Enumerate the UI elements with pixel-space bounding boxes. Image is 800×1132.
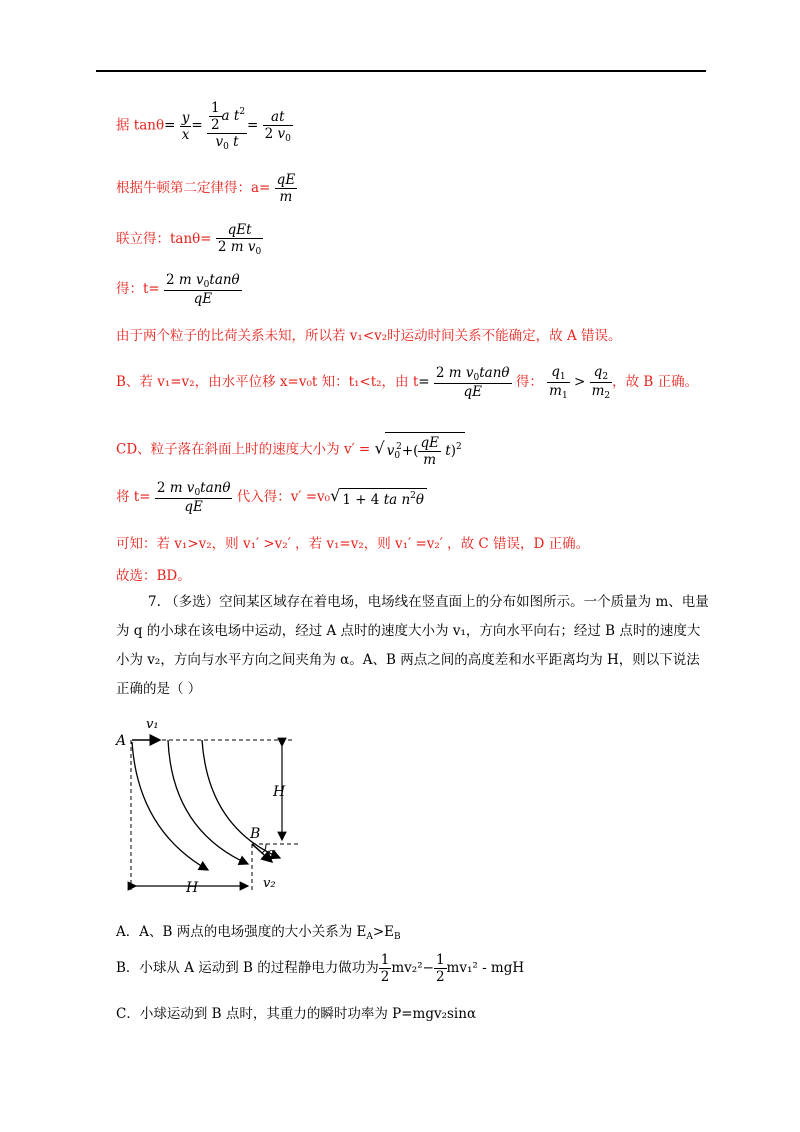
- option-c: C．小球运动到 B 点时，其重力的瞬时功率为 P=mgv₂sinα: [116, 1006, 477, 1022]
- fraction-qEt: $\frac{\text{qEt}}{2 m v_0}$: [217, 222, 262, 257]
- option-b-label: B．小球从 A 运动到 B 的过程静电力做功为: [116, 960, 379, 976]
- electric-field-figure: [110, 712, 320, 902]
- fraction-q1-m1: $\frac{q_1}{m_1}$: [549, 364, 568, 401]
- velocity-label: CD、粒子落在斜面上时的速度大小为 v′ =: [116, 441, 371, 458]
- option-a-sub1: A: [366, 932, 373, 942]
- sqrt-tan: 1 + 4 ta $n^2\theta$: [340, 488, 427, 508]
- fraction-q2-m2: $\frac{q_2}{m_2}$: [591, 364, 611, 401]
- solution-line-10: 故选：BD。: [116, 568, 191, 584]
- fraction-at-over-2v0: $\frac{at}{2 v_0}$: [264, 108, 291, 144]
- option-a-mid: >E: [372, 924, 395, 940]
- solution-line-3: [116, 222, 263, 257]
- header-rule: [96, 70, 706, 72]
- field-line-2: [168, 740, 248, 864]
- option-a-sub2: B: [394, 932, 401, 942]
- combine-label: 联立得：tanθ=: [116, 231, 212, 247]
- option-b-text-a: B、若 v₁=v₂，由水平位移 x=v₀t 知：t₁<t₂，由 t: [116, 374, 419, 390]
- label-h-vertical: H: [273, 784, 286, 800]
- label-v1: v₁: [146, 717, 159, 732]
- fraction-half-1: $\frac{1}{2}$: [380, 952, 390, 985]
- label-b: B: [250, 826, 261, 842]
- substitute-label: 将 t=: [116, 489, 151, 505]
- option-b-text-b: 得：: [515, 374, 543, 390]
- question-7-text: 7. （多选）空间某区域存在着电场，电场线在竖直面上的分布如图所示。一个质量为 m、电量为 q 的小球在该电场中运动，经过 A 点时的速度大小为 v₁，方向水平向右；经过 B 点时的速度大小为 v₂，方向与水平方向之间夹角为 α。A、B 两点之间的高度差和水平距离均为 H，则以下说法正确的是（ ）: [116, 594, 709, 697]
- option-b-text-c: ，故 B 正确。: [612, 374, 699, 390]
- option-b-mid: mv₂²−: [391, 960, 434, 976]
- solution-line-4: [116, 272, 242, 307]
- solution-line-5: 由于两个粒子的比荷关系未知，所以若 v₁<v₂时运动时间关系不能确定，故 A 错误。: [116, 328, 622, 344]
- t-label: 得：t=: [116, 281, 160, 297]
- label-v2: v₂: [263, 876, 276, 891]
- sqrt-velocity: $v_0^2+$( $\frac{qE}{m}$ t)$^2$: [385, 432, 465, 468]
- newton-label: 根据牛顿第二定律得：a=: [116, 180, 271, 196]
- label-a: A: [116, 733, 127, 749]
- fraction-t-expression-2: $\frac{2 m v_0\tan\theta}{qE}$: [435, 365, 510, 400]
- option-b: [116, 952, 524, 985]
- option-a: [116, 920, 401, 942]
- solution-line-7: CD、粒子落在斜面上时的速度大小为 v′ = √ $v_0^2+$( $\frac{qE}{m}$ t)$^2$: [116, 432, 465, 468]
- solution-line-8: 将 t= $\frac{2 m v_0\tan\theta}{qE}$ 代入得：v′ =v₀√ 1 + 4 ta $n^2\theta$: [116, 480, 427, 515]
- substitute-result: 代入得：v′ =v₀: [236, 489, 331, 505]
- label-alpha: α: [267, 846, 276, 861]
- fraction-qE-over-m: $\frac{qE}{m}$: [276, 172, 296, 205]
- fraction-t-expression: $\frac{2 m v_0\tan\theta}{qE}$: [166, 272, 240, 307]
- field-line-3: [202, 740, 280, 858]
- fraction-half-at2: $\frac{1}{2}$ a $t^2$ $v_0$ t: [207, 100, 247, 152]
- option-a-text: A．A、B 两点的电场强度的大小关系为 E: [116, 924, 367, 940]
- solution-line-1: 据 tanθ= $\frac{y}{x}$ = $\frac{1}{2}$ a $t^2$ $v_0$ t = $\frac{at}{2 v_0}$: [116, 100, 291, 152]
- label-h-horizontal: H: [186, 880, 199, 896]
- tan-label: 据 tanθ: [116, 117, 165, 134]
- fraction-y-over-x: $\frac{y}{x}$: [181, 109, 190, 143]
- solution-line-9: 可知：若 v₁>v₂，则 v₁′ >v₂′ ，若 v₁=v₂，则 v₁′ =v₂′ ，故 C 错误，D 正确。: [116, 536, 590, 552]
- option-b-end: mv₁² - mgH: [446, 960, 525, 976]
- fraction-t-expression-3: $\frac{2 m v_0\tan\theta}{qE}$: [156, 480, 231, 515]
- fraction-half-2: $\frac{1}{2}$: [435, 952, 445, 985]
- solution-line-2: [116, 172, 297, 205]
- solution-line-6: B、若 v₁=v₂，由水平位移 x=v₀t 知：t₁<t₂，由 t= $\frac{2 m v_0\tan\theta}{qE}$ 得： $\frac{q_1}{m_1}$ > $\frac{q_2}{m_2}$ ，故 B 正确。: [116, 364, 699, 401]
